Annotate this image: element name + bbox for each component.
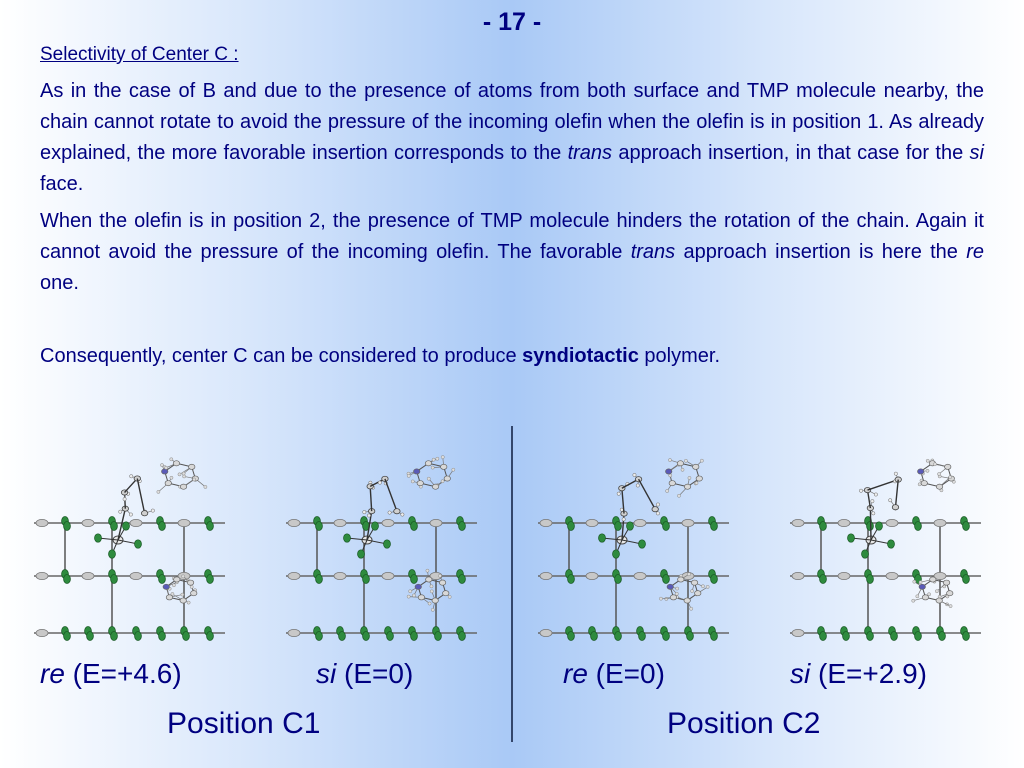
section-heading: Selectivity of Center C : xyxy=(40,44,239,65)
carbon-atom xyxy=(165,481,171,486)
hydrogen-atom xyxy=(949,476,952,479)
text-run: approach insertion, in that case for the xyxy=(612,142,970,164)
molecule-structure-c2-si xyxy=(786,435,986,645)
carbon-atom xyxy=(417,481,423,486)
hydrogen-atom xyxy=(427,477,430,480)
chlorine-atom xyxy=(64,632,71,641)
chain-bond xyxy=(639,479,656,509)
hydrogen-atom xyxy=(378,481,381,484)
hydrogen-atom xyxy=(428,602,431,605)
hydrogen-atom xyxy=(367,514,370,517)
hydrogen-atom xyxy=(706,585,709,588)
hydrogen-atom xyxy=(441,480,444,483)
metal-atom xyxy=(934,519,946,526)
energy-label-c1-re xyxy=(40,658,182,690)
metal-atom xyxy=(792,519,804,526)
chlorine-atom xyxy=(387,632,394,641)
hydrogen-atom xyxy=(165,466,168,469)
face-label: si xyxy=(790,658,811,689)
carbon-atom xyxy=(439,580,445,585)
hydrogen-atom xyxy=(172,584,175,587)
face-label: re xyxy=(563,658,588,689)
chlorine-atom xyxy=(862,550,869,558)
chlorine-atom xyxy=(963,632,970,641)
hydrogen-atom xyxy=(430,585,433,588)
chlorine-atom xyxy=(183,632,190,641)
chlorine-atom xyxy=(615,632,622,641)
hydrogen-atom xyxy=(432,458,435,461)
hydrogen-atom xyxy=(170,458,173,461)
chlorine-atom xyxy=(207,632,214,641)
chlorine-atom xyxy=(663,632,670,641)
hydrogen-atom xyxy=(871,499,874,502)
hydrogen-atom xyxy=(690,607,693,610)
chlorine-atom xyxy=(459,632,466,641)
metal-atom xyxy=(634,572,646,579)
hydrogen-atom xyxy=(452,468,455,471)
chlorine-atom xyxy=(939,632,946,641)
position-label-c2: Position C2 xyxy=(667,707,821,740)
chlorine-atom xyxy=(159,632,166,641)
chlorine-atom xyxy=(459,575,466,584)
hydrogen-atom xyxy=(431,608,434,611)
chlorine-atom xyxy=(64,522,71,531)
hydrogen-atom xyxy=(912,599,915,602)
face-label: re xyxy=(40,658,65,689)
chlorine-atom xyxy=(963,575,970,584)
chlorine-atom xyxy=(109,550,116,558)
hydrogen-atom xyxy=(170,476,173,479)
chlorine-atom xyxy=(820,632,827,641)
carbon-atom xyxy=(652,507,658,512)
chlorine-atom xyxy=(344,534,351,542)
hydrogen-atom xyxy=(666,489,669,492)
metal-atom xyxy=(382,572,394,579)
metal-atom xyxy=(886,572,898,579)
chlorine-atom xyxy=(568,522,575,531)
carbon-atom xyxy=(432,484,438,489)
metal-atom xyxy=(886,519,898,526)
hydrogen-atom xyxy=(889,499,892,502)
chlorine-atom xyxy=(915,632,922,641)
trans-term: trans xyxy=(630,241,676,263)
energy-value: (E=+2.9) xyxy=(810,658,927,689)
carbon-atom xyxy=(693,464,699,469)
hydrogen-atom xyxy=(656,512,659,515)
metal-atom xyxy=(82,519,94,526)
metal-atom xyxy=(634,519,646,526)
metal-atom xyxy=(178,519,190,526)
hydrogen-atom xyxy=(916,595,919,598)
syndiotactic-term: syndiotactic xyxy=(522,345,639,367)
carbon-atom xyxy=(892,505,898,510)
hydrogen-atom xyxy=(675,592,678,595)
chlorine-atom xyxy=(339,632,346,641)
hydrogen-atom xyxy=(688,476,691,479)
chlorine-atom xyxy=(316,632,323,641)
chain-bond xyxy=(870,508,871,540)
hydrogen-atom xyxy=(913,580,916,583)
hydrogen-atom xyxy=(407,474,410,477)
hydrogen-atom xyxy=(441,456,444,459)
hydrogen-atom xyxy=(192,478,195,481)
chlorine-atom xyxy=(867,575,874,584)
carbon-atom xyxy=(432,598,438,603)
metal-atom xyxy=(288,629,300,636)
hydrogen-atom xyxy=(681,468,684,471)
chlorine-atom xyxy=(613,550,620,558)
hydrogen-atom xyxy=(363,510,366,513)
si-term: si xyxy=(969,142,984,164)
chlorine-atom xyxy=(459,522,466,531)
carbon-atom xyxy=(696,476,702,481)
metal-atom xyxy=(682,519,694,526)
hydrogen-atom xyxy=(872,512,875,515)
chlorine-atom xyxy=(963,522,970,531)
hydrogen-atom xyxy=(684,459,687,462)
metal-atom xyxy=(586,519,598,526)
hydrogen-atom xyxy=(409,590,412,593)
hydrogen-atom xyxy=(412,594,415,597)
metal-atom xyxy=(130,572,142,579)
chlorine-atom xyxy=(159,522,166,531)
hydrogen-atom xyxy=(677,494,680,497)
nitrogen-atom xyxy=(666,469,672,474)
hydrogen-atom xyxy=(659,597,662,600)
metal-atom xyxy=(82,572,94,579)
metal-atom xyxy=(838,572,850,579)
carbon-atom xyxy=(943,580,949,585)
chlorine-atom xyxy=(591,632,598,641)
hydrogen-atom xyxy=(926,459,929,462)
carbon-atom xyxy=(945,464,951,469)
chlorine-atom xyxy=(316,522,323,531)
hydrogen-atom xyxy=(187,601,190,604)
chlorine-atom xyxy=(123,522,130,530)
chlorine-atom xyxy=(848,534,855,542)
hydrogen-atom xyxy=(617,492,620,495)
nitrogen-atom xyxy=(163,584,169,589)
metal-atom xyxy=(334,572,346,579)
chlorine-atom xyxy=(663,575,670,584)
carbon-atom xyxy=(678,577,684,582)
carbon-atom xyxy=(936,598,942,603)
hydrogen-atom xyxy=(933,463,936,466)
molecule-structure-c1-re xyxy=(30,435,230,645)
chlorine-atom xyxy=(411,522,418,531)
carbon-atom xyxy=(189,464,195,469)
hydrogen-atom xyxy=(426,569,429,572)
metal-atom xyxy=(540,629,552,636)
hydrogen-atom xyxy=(919,581,922,584)
hydrogen-atom xyxy=(151,509,154,512)
text-run: When the olefin is in position 2, the presence of TMP molecule hinders the rotation of the chain. Again it cannot avoid the pressure of the incoming olefin. The favorable xyxy=(40,210,984,263)
text-run: As in the case of B and due to the presence of atoms from both surface and TMP molecule nearby, the chain cannot rotate to avoid the pressure of the incoming olefin when the olefin is in position 1. As already explained, the more favorable insertion corresponds to the xyxy=(40,80,984,164)
hydrogen-atom xyxy=(700,459,703,462)
chlorine-atom xyxy=(384,540,391,548)
energy-label-c1-si xyxy=(316,658,413,690)
hydrogen-atom xyxy=(388,511,391,514)
chlorine-atom xyxy=(888,540,895,548)
chlorine-atom xyxy=(372,522,379,530)
chain-bond xyxy=(370,486,371,511)
metal-atom xyxy=(334,519,346,526)
chlorine-atom xyxy=(711,632,718,641)
chlorine-atom xyxy=(411,575,418,584)
carbon-atom xyxy=(922,595,928,600)
chlorine-atom xyxy=(358,550,365,558)
carbon-atom xyxy=(947,591,953,596)
chlorine-atom xyxy=(111,632,118,641)
hydrogen-atom xyxy=(157,490,160,493)
hydrogen-atom xyxy=(401,513,404,516)
text-run: approach insertion is here the xyxy=(675,241,967,263)
metal-atom xyxy=(540,519,552,526)
chain-bond xyxy=(895,480,898,508)
chlorine-atom xyxy=(435,632,442,641)
hydrogen-atom xyxy=(129,513,132,516)
carbon-atom xyxy=(191,591,197,596)
metal-atom xyxy=(792,629,804,636)
text-run: polymer. xyxy=(638,345,721,367)
chlorine-atom xyxy=(711,575,718,584)
metal-atom xyxy=(36,519,48,526)
metal-atom xyxy=(288,572,300,579)
chain-bond xyxy=(385,479,397,511)
chlorine-atom xyxy=(867,632,874,641)
energy-value: (E=0) xyxy=(336,658,414,689)
hydrogen-atom xyxy=(178,473,181,476)
energy-label-c2-re xyxy=(563,658,665,690)
hydrogen-atom xyxy=(937,472,940,475)
chlorine-atom xyxy=(876,522,883,530)
hydrogen-atom xyxy=(431,466,434,469)
chlorine-atom xyxy=(207,575,214,584)
carbon-atom xyxy=(180,598,186,603)
text-run: face. xyxy=(40,173,84,195)
carbon-atom xyxy=(426,577,432,582)
nitrogen-atom xyxy=(414,469,420,474)
chlorine-atom xyxy=(568,575,575,584)
molecule-structure-c2-re xyxy=(534,435,734,645)
nitrogen-atom xyxy=(667,584,673,589)
chlorine-atom xyxy=(820,522,827,531)
energy-value: (E=0) xyxy=(587,658,665,689)
hydrogen-atom xyxy=(119,510,122,513)
chlorine-atom xyxy=(820,575,827,584)
chlorine-atom xyxy=(663,522,670,531)
nitrogen-atom xyxy=(919,584,925,589)
hydrogen-atom xyxy=(430,590,433,593)
metal-atom xyxy=(586,572,598,579)
hydrogen-atom xyxy=(182,472,185,475)
nitrogen-atom xyxy=(162,469,168,474)
hydrogen-atom xyxy=(894,472,897,475)
metal-atom xyxy=(288,519,300,526)
carbon-atom xyxy=(677,461,683,466)
chlorine-atom xyxy=(363,632,370,641)
chlorine-atom xyxy=(95,534,102,542)
chlorine-atom xyxy=(363,575,370,584)
chlorine-atom xyxy=(111,522,118,531)
chlorine-atom xyxy=(411,632,418,641)
hydrogen-atom xyxy=(949,605,952,608)
hydrogen-atom xyxy=(181,593,184,596)
hydrogen-atom xyxy=(701,585,704,588)
chlorine-atom xyxy=(639,540,646,548)
hydrogen-atom xyxy=(926,469,929,472)
hydrogen-atom xyxy=(448,595,451,598)
chlorine-atom xyxy=(891,632,898,641)
metal-atom xyxy=(36,572,48,579)
chlorine-atom xyxy=(207,522,214,531)
chlorine-atom xyxy=(843,632,850,641)
molecule-structure-c1-si xyxy=(282,435,482,645)
energy-label-c2-si xyxy=(790,658,927,690)
hydrogen-atom xyxy=(859,489,862,492)
conclusion-paragraph xyxy=(40,341,984,372)
hydrogen-atom xyxy=(676,587,679,590)
carbon-atom xyxy=(443,591,449,596)
hydrogen-atom xyxy=(636,484,639,487)
carbon-atom xyxy=(173,461,179,466)
chlorine-atom xyxy=(615,522,622,531)
text-run: one. xyxy=(40,272,79,294)
carbon-atom xyxy=(669,481,675,486)
chlorine-atom xyxy=(159,575,166,584)
hydrogen-atom xyxy=(695,481,698,484)
metal-atom xyxy=(430,519,442,526)
face-label: si xyxy=(316,658,337,689)
chlorine-atom xyxy=(599,534,606,542)
metal-atom xyxy=(540,572,552,579)
carbon-atom xyxy=(141,511,147,516)
carbon-atom xyxy=(670,595,676,600)
hydrogen-atom xyxy=(935,590,938,593)
trans-term: trans xyxy=(567,142,613,164)
chlorine-atom xyxy=(615,575,622,584)
position-label-c1: Position C1 xyxy=(167,707,321,740)
hydrogen-atom xyxy=(123,497,126,500)
hydrogen-atom xyxy=(622,518,625,521)
carbon-atom xyxy=(684,598,690,603)
hydrogen-atom xyxy=(411,480,414,483)
carbon-atom xyxy=(166,595,172,600)
carbon-atom xyxy=(441,464,447,469)
chain-bond xyxy=(137,478,144,513)
carbon-atom xyxy=(921,481,927,486)
metal-atom xyxy=(382,519,394,526)
vertical-divider xyxy=(511,426,513,742)
carbon-atom xyxy=(930,577,936,582)
chlorine-atom xyxy=(627,522,634,530)
carbon-atom xyxy=(187,580,193,585)
chlorine-atom xyxy=(568,632,575,641)
carbon-atom xyxy=(418,595,424,600)
hydrogen-atom xyxy=(436,457,439,460)
page-number: - 17 - xyxy=(482,8,542,36)
paragraph-position-2 xyxy=(40,206,984,299)
carbon-atom xyxy=(695,591,701,596)
nitrogen-atom xyxy=(415,584,421,589)
metal-atom xyxy=(36,629,48,636)
carbon-atom xyxy=(425,461,431,466)
carbon-atom xyxy=(174,577,180,582)
carbon-atom xyxy=(394,509,400,514)
chlorine-atom xyxy=(111,575,118,584)
hydrogen-atom xyxy=(182,575,185,578)
chlorine-atom xyxy=(135,540,142,548)
chlorine-atom xyxy=(687,632,694,641)
hydrogen-atom xyxy=(656,503,659,506)
chlorine-atom xyxy=(135,632,142,641)
paragraph-position-1 xyxy=(40,76,984,200)
chlorine-atom xyxy=(915,522,922,531)
metal-atom xyxy=(130,519,142,526)
carbon-atom xyxy=(691,580,697,585)
carbon-atom xyxy=(444,476,450,481)
chlorine-atom xyxy=(64,575,71,584)
carbon-atom xyxy=(684,484,690,489)
hydrogen-atom xyxy=(204,485,207,488)
carbon-atom xyxy=(936,484,942,489)
metal-atom xyxy=(838,519,850,526)
hydrogen-atom xyxy=(190,585,193,588)
hydrogen-atom xyxy=(438,574,441,577)
hydrogen-atom xyxy=(407,595,410,598)
chlorine-atom xyxy=(316,575,323,584)
energy-value: (E=+4.6) xyxy=(64,658,182,689)
chlorine-atom xyxy=(711,522,718,531)
nitrogen-atom xyxy=(918,469,924,474)
re-term: re xyxy=(966,241,985,263)
chlorine-atom xyxy=(87,632,94,641)
hydrogen-atom xyxy=(687,573,690,576)
hydrogen-atom xyxy=(130,475,133,478)
carbon-atom xyxy=(180,484,186,489)
metal-atom xyxy=(792,572,804,579)
text-run: Consequently, center C can be considered to produce xyxy=(40,345,523,367)
chlorine-atom xyxy=(639,632,646,641)
hydrogen-atom xyxy=(633,473,636,476)
hydrogen-atom xyxy=(874,493,877,496)
hydrogen-atom xyxy=(668,458,671,461)
hydrogen-atom xyxy=(691,589,694,592)
